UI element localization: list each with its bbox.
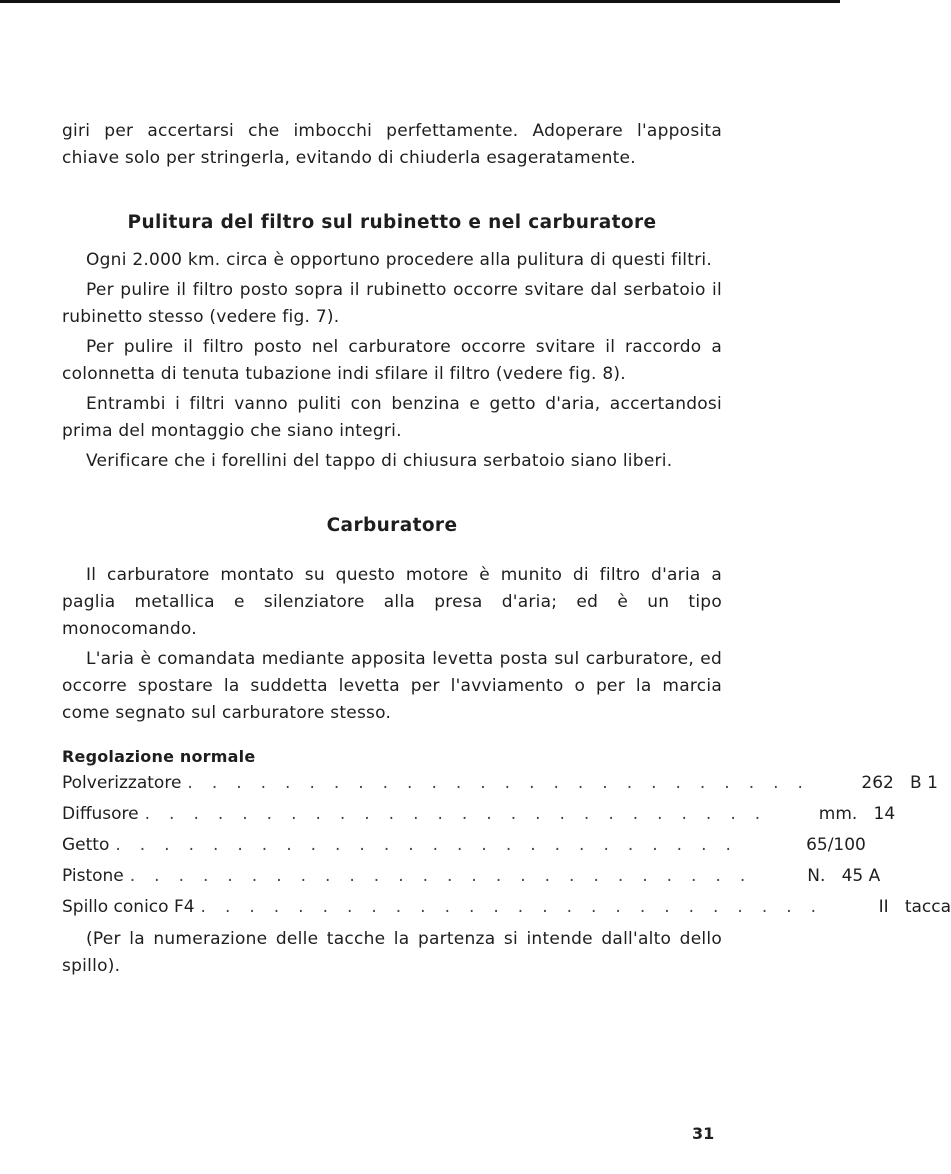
leader-dots: .......................... bbox=[115, 835, 750, 855]
section-title-filter-cleaning: Pulitura del filtro sul rubinetto e nel carburatore bbox=[127, 212, 657, 233]
paragraph: L'aria è comandata mediante apposita levetta posta sul carburatore, ed occorre spostare la suddetta levetta per l'avviamento o per la marcia come segnato sul carburatore stesso. bbox=[62, 649, 722, 723]
paragraph: Il carburatore montato su questo motore è munito di filtro d'aria a paglia metallica e silenziatore alla presa d'aria; ed è un tipo monocomando. bbox=[62, 565, 722, 639]
paragraph: Entrambi i filtri vanno puliti con benzina e getto d'aria, accertandosi prima del montaggio che siano integri. bbox=[62, 394, 722, 441]
spec-value: 262 B 1 bbox=[861, 773, 938, 793]
spec-row bbox=[62, 799, 896, 830]
spec-table-title: Regolazione normale bbox=[62, 747, 256, 766]
note-paragraph: (Per la numerazione delle tacche la partenza si intende dall'alto dello spillo). bbox=[62, 929, 722, 976]
leader-dots: .......................... bbox=[187, 773, 822, 793]
paragraph: Per pulire il filtro posto sopra il rubinetto occorre svitare dal serbatoio il rubinetto stesso (vedere fig. 7). bbox=[62, 280, 722, 327]
top-border-line bbox=[0, 0, 840, 3]
paragraph: Ogni 2.000 km. circa è opportuno procedere alla pulitura di questi filtri. bbox=[86, 250, 713, 270]
spec-value: N. 45 A bbox=[807, 866, 881, 886]
paragraph: Per pulire il filtro posto nel carburatore occorre svitare il raccordo a colonnetta di tenuta tubazione indi sfilare il filtro (vedere fig. 8). bbox=[62, 337, 722, 384]
leader-dots: .......................... bbox=[200, 897, 836, 917]
page-content bbox=[62, 118, 951, 980]
spec-row bbox=[62, 830, 866, 861]
leader-dots: .......................... bbox=[144, 804, 780, 824]
top-paragraph: giri per accertarsi che imbocchi perfettamente. Adoperare l'apposita chiave solo per stringerla, evitando di chiuderla esageratamente. bbox=[62, 121, 722, 168]
spec-value: mm. 14 bbox=[818, 804, 896, 824]
paragraph: Verificare che i forellini del tappo di chiusura serbatoio siano liberi. bbox=[86, 451, 673, 471]
spec-row bbox=[62, 892, 951, 923]
spec-name: Diffusore bbox=[62, 804, 139, 824]
spec-name: Pistone bbox=[62, 866, 124, 886]
spec-row bbox=[62, 768, 938, 799]
spec-name: Polverizzatore bbox=[62, 773, 182, 793]
leader-dots: .......................... bbox=[129, 866, 765, 886]
spec-row bbox=[62, 861, 881, 892]
spec-name: Spillo conico F4 bbox=[62, 897, 195, 917]
section-title-carburetor: Carburatore bbox=[326, 515, 458, 536]
spec-value: II tacca bbox=[878, 897, 951, 917]
spec-value: 65/100 bbox=[806, 835, 866, 855]
page-number: 31 bbox=[692, 1124, 715, 1143]
spec-name: Getto bbox=[62, 835, 110, 855]
